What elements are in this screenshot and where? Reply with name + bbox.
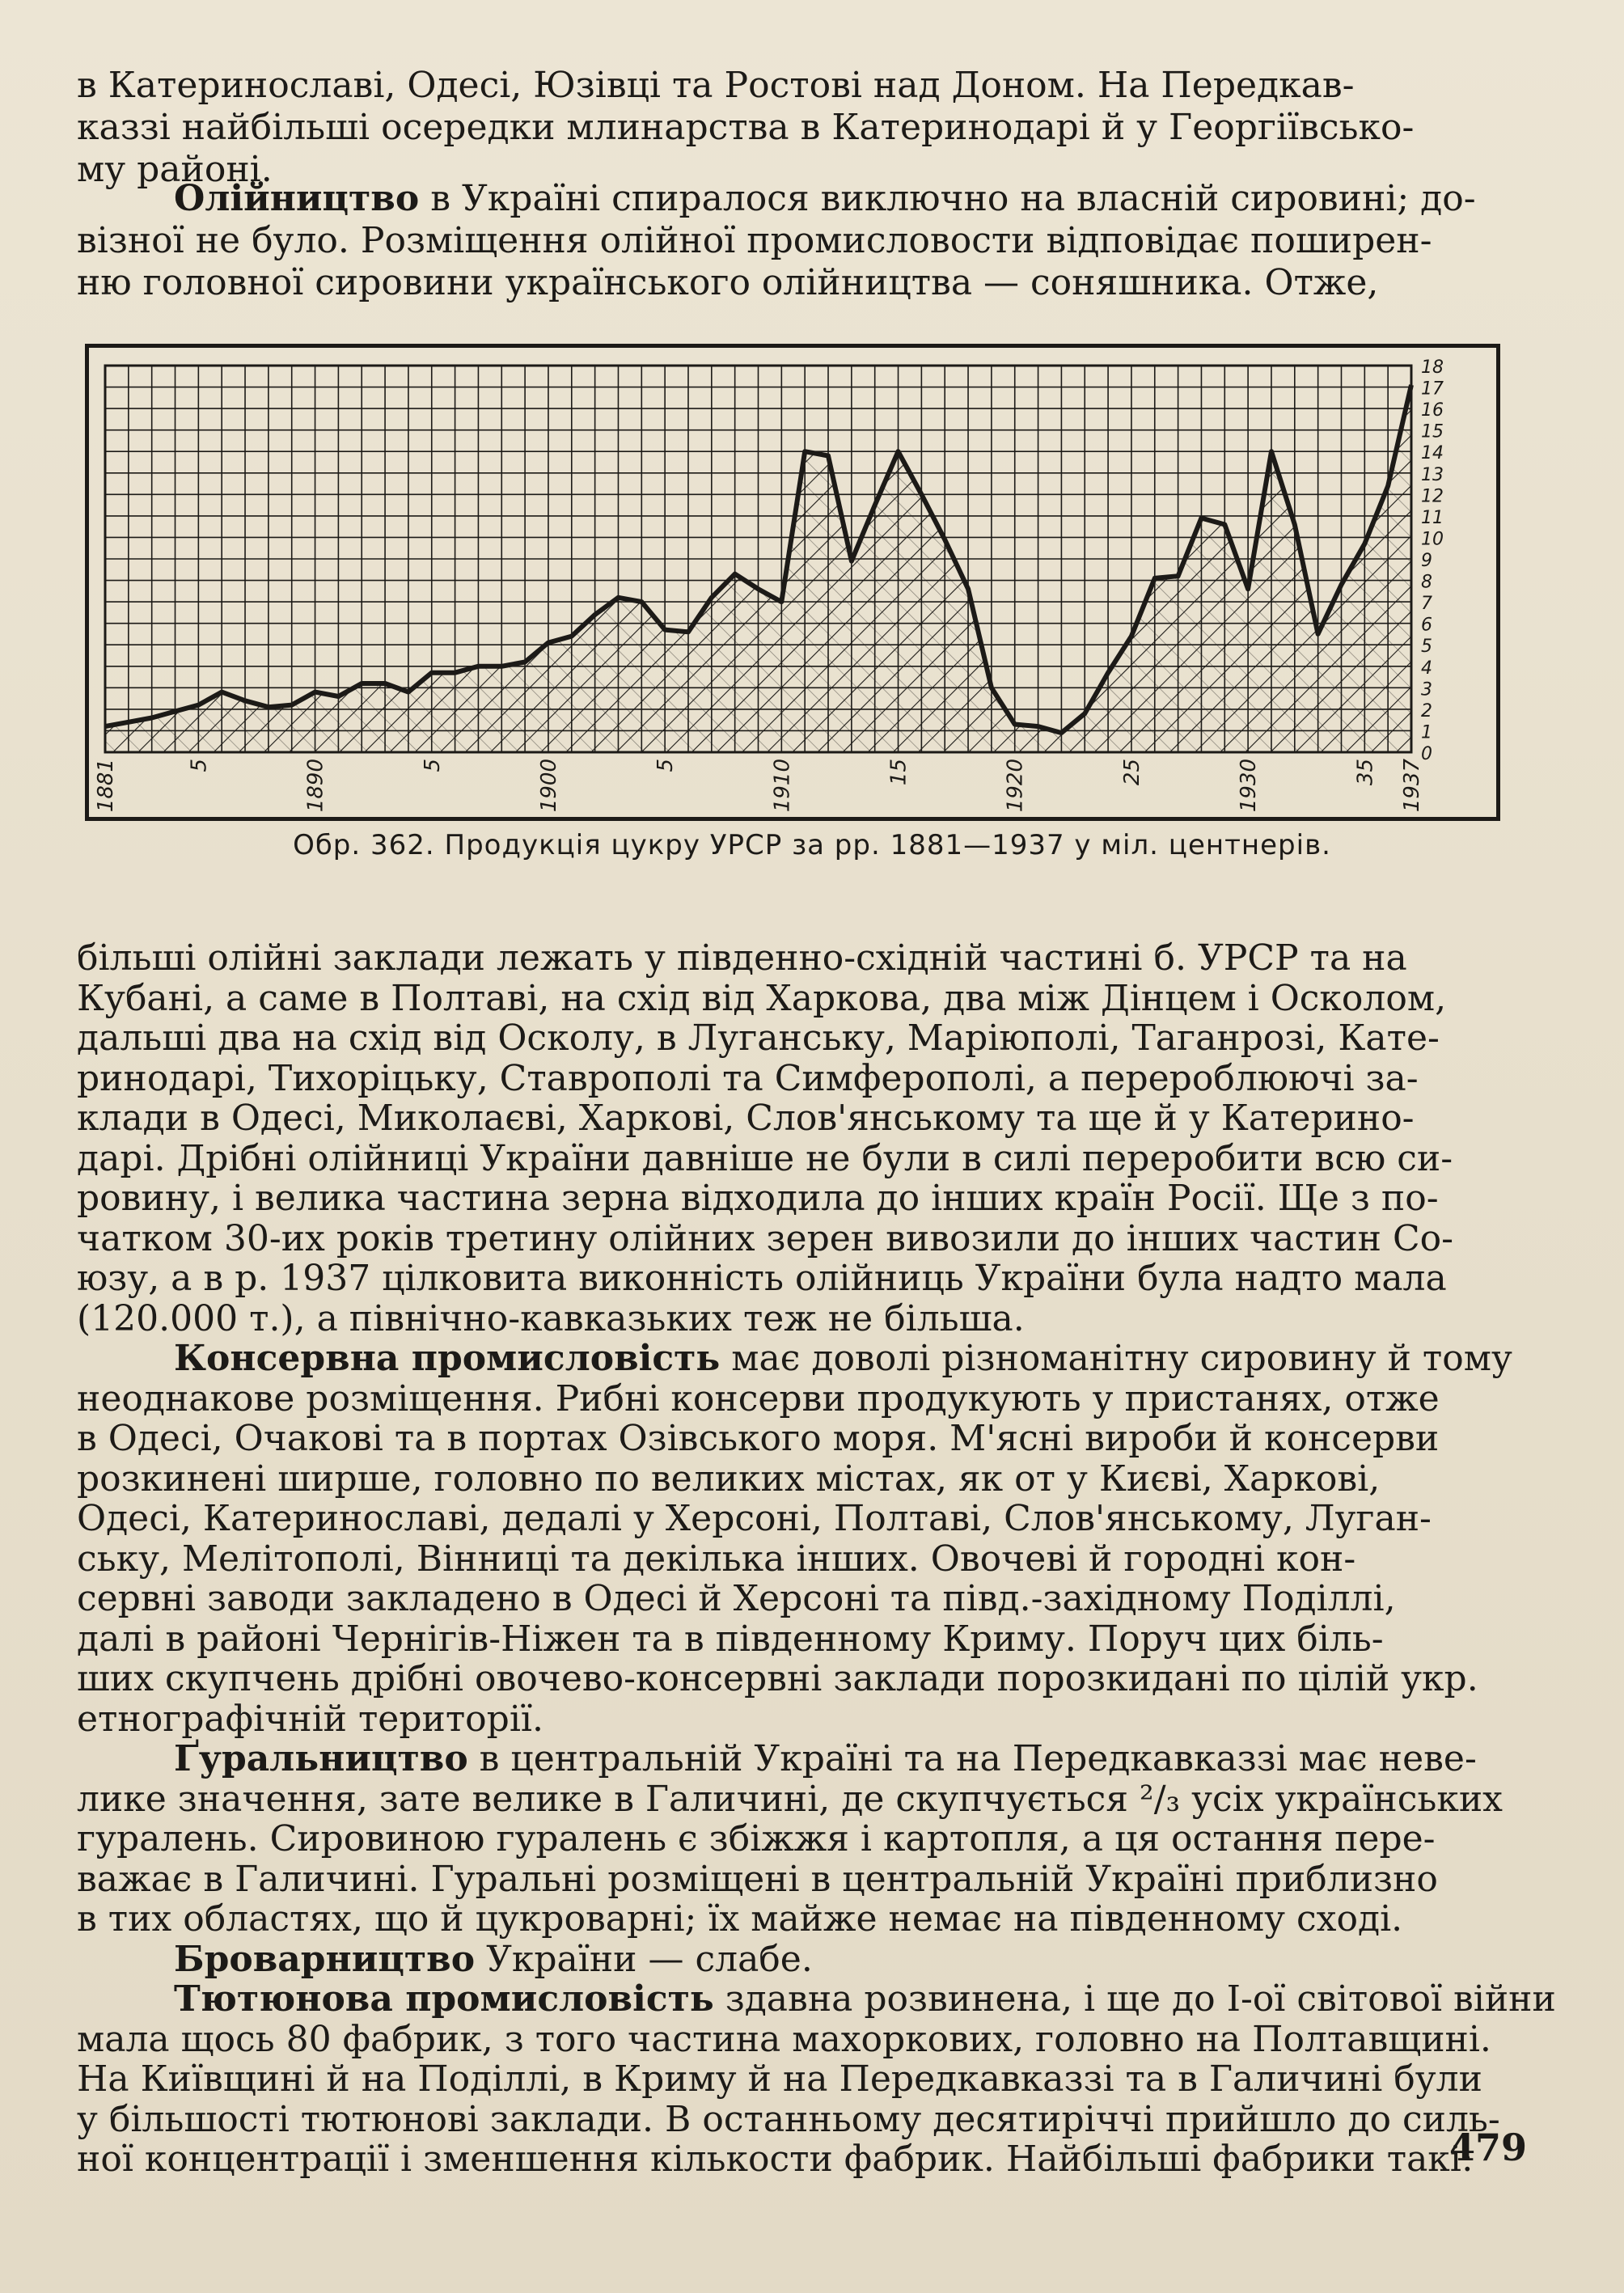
text-line: дарі. Дрібні олійниці України давніше не були в силі переробити всю си-: [77, 1137, 1453, 1179]
x-axis-ticks: [94, 759, 1424, 813]
y-tick-label: 5: [1421, 637, 1432, 658]
text-line: ську, Мелітополі, Вінниці та декілька інших. Овочеві й городні кон-: [77, 1538, 1356, 1580]
paragraph-mills: [77, 65, 1533, 191]
text-line: Одесі, Катеринославі, дедалі у Херсоні, Полтаві, Слов'янському, Луган-: [77, 1498, 1432, 1539]
y-tick-label: 1: [1421, 722, 1432, 743]
text-line: Кубані, а саме в Полтаві, на схід від Харкова, два між Дінцем і Осколом,: [77, 977, 1447, 1019]
text-line: [77, 1739, 1533, 1779]
y-tick-label: 15: [1421, 421, 1444, 442]
section-heading-brewing: Броварництво: [174, 1938, 476, 1980]
paragraph-oil: [77, 178, 1533, 304]
text-line: му районі.: [77, 149, 273, 190]
x-tick-label: 1881: [94, 759, 118, 813]
y-tick-label: 2: [1421, 700, 1432, 721]
text-line: далі в районі Чернігів-Ніжен та в південному Криму. Поруч цих біль-: [77, 1618, 1384, 1660]
x-tick-label: 1890: [303, 759, 328, 813]
text-line: мала щось 80 фабрик, з того частина махоркових, головно на Полтавщині.: [77, 2018, 1491, 2060]
page-number: 479: [1448, 2126, 1527, 2169]
x-tick-label: 35: [1353, 759, 1378, 786]
text-line: ної концентрації і зменшення кількости фабрик. Найбільші фабрики такі:: [77, 2139, 1474, 2180]
x-tick-label: 1930: [1237, 759, 1262, 813]
text-fragment: має доволі різноманітну сировину й тому: [720, 1338, 1512, 1379]
text-fragment: в центральній Україні та на Передкавказзі має неве-: [467, 1738, 1477, 1779]
y-tick-label: 17: [1421, 379, 1444, 400]
text-line: ню головної сировини українського олійництва — соняшника. Отже,: [77, 262, 1379, 303]
text-line: неоднакове розміщення. Рибні консерви продукують у пристанях, отже: [77, 1377, 1440, 1419]
section-heading-distilling: Ґуральництво: [174, 1738, 468, 1779]
text-line: ринодарі, Тихоріцьку, Ставрополі та Симферополі, а перероблюючі за-: [77, 1057, 1419, 1099]
text-line: каззі найбільші осередки млинарства в Катеринодарі й у Георгіївсько-: [77, 107, 1415, 148]
x-tick-label: 5: [187, 759, 212, 772]
text-line: юзу, а в р. 1937 цілковита виконність олійниць України була надто мала: [77, 1258, 1447, 1299]
text-line: візної не було. Розміщення олійної промисловости відповідає поширен-: [77, 220, 1432, 261]
y-tick-label: 8: [1421, 572, 1432, 593]
x-tick-label: 5: [420, 759, 445, 772]
y-tick-label: 9: [1421, 551, 1432, 571]
y-tick-label: 16: [1421, 400, 1444, 421]
text-line: в Катеринославі, Одесі, Юзівці та Ростові над Доном. На Передкав-: [77, 65, 1355, 106]
x-tick-label: 15: [886, 759, 911, 786]
x-tick-label: 1920: [1003, 759, 1028, 813]
y-tick-label: 12: [1421, 486, 1444, 507]
text-line: ших скупчень дрібні овочево-консервні заклади порозкидані по цілій укр.: [77, 1658, 1478, 1699]
text-line: [77, 1978, 1556, 2020]
chart-svg: [89, 348, 1496, 817]
text-line: етнографічній території.: [77, 1698, 543, 1740]
text-line: більші олійні заклади лежать у південно-східній частині б. УРСР та на: [77, 937, 1407, 979]
y-tick-label: 0: [1421, 744, 1432, 764]
text-line: важає в Галичині. Гуральні розміщені в центральній Україні приблизно: [77, 1858, 1438, 1900]
y-tick-label: 10: [1421, 529, 1444, 550]
y-tick-label: 4: [1421, 658, 1432, 679]
section-heading-canned: Консервна промисловість: [174, 1338, 721, 1379]
x-tick-label: 5: [653, 759, 679, 772]
paragraph-industries: [77, 937, 1556, 2180]
text-line: чатком 30-их років третину олійних зерен вивозили до інших частин Со-: [77, 1217, 1454, 1259]
text-line: розкинені ширше, головно по великих містах, як от у Києві, Харкові,: [77, 1457, 1381, 1500]
section-heading-oil: Олійництво: [174, 178, 420, 219]
figure-caption: Обр. 362. Продукція цукру УРСР за рр. 1881—1937 у міл. центнерів.: [293, 829, 1331, 861]
text-line: [77, 178, 1533, 220]
x-tick-label: 1910: [770, 759, 795, 813]
text-fragment: в Україні спиралося виключно на власній сировині; до-: [419, 178, 1476, 219]
text-line: дальші два на схід від Осколу, в Луганську, Маріюполі, Таганрозі, Кате-: [77, 1017, 1440, 1059]
text-line: в тих областях, що й цукроварні; їх майже немає на південному сході.: [77, 1898, 1403, 1940]
text-fragment: України — слабе.: [475, 1938, 813, 1980]
text-line: На Київщині й на Поділлі, в Криму й на Передкавказзі та в Галичині були: [77, 2058, 1482, 2100]
y-tick-label: 18: [1421, 357, 1444, 378]
text-line: лике значення, зате велике в Галичині, де скупчується ²/₃ усіх українських: [77, 1778, 1503, 1820]
text-line: [77, 1940, 1533, 1980]
x-tick-label: 1937: [1400, 759, 1424, 813]
text-line: у більшості тютюнові заклади. В останньому десятиріччі прийшло до силь-: [77, 2098, 1500, 2140]
y-tick-label: 7: [1421, 594, 1432, 615]
text-line: [77, 1339, 1533, 1379]
y-tick-label: 13: [1421, 464, 1444, 485]
y-tick-label: 6: [1421, 615, 1432, 636]
text-line: гуралень. Сировиною гуралень є збіжжя і картопля, а ця остання пере-: [77, 1818, 1436, 1859]
text-line: в Одесі, Очакові та в портах Озівського моря. М'ясні вироби й консерви: [77, 1418, 1440, 1459]
x-tick-label: 1900: [536, 759, 561, 813]
sugar-production-chart: [85, 344, 1500, 821]
text-line: сервні заводи закладено в Одесі й Херсоні та півд.-західному Поділлі,: [77, 1578, 1396, 1619]
text-line: (120.000 т.), а північно-кавказьких теж не більша.: [77, 1297, 1025, 1339]
text-line: клади в Одесі, Миколаєві, Харкові, Слов'янському та ще й у Катерино-: [77, 1098, 1415, 1139]
y-tick-label: 14: [1421, 443, 1444, 464]
x-tick-label: 25: [1119, 759, 1144, 786]
y-axis-ticks: [1421, 357, 1444, 764]
y-tick-label: 3: [1421, 679, 1432, 700]
y-tick-label: 11: [1421, 507, 1444, 528]
text-fragment: здавна розвинена, і ще до І-ої світової війни: [713, 1978, 1556, 2020]
text-line: ровину, і велика частина зерна відходила до інших країн Росії. Ще з по-: [77, 1178, 1439, 1219]
section-heading-tobacco: Тютюнова промисловість: [174, 1978, 714, 2020]
